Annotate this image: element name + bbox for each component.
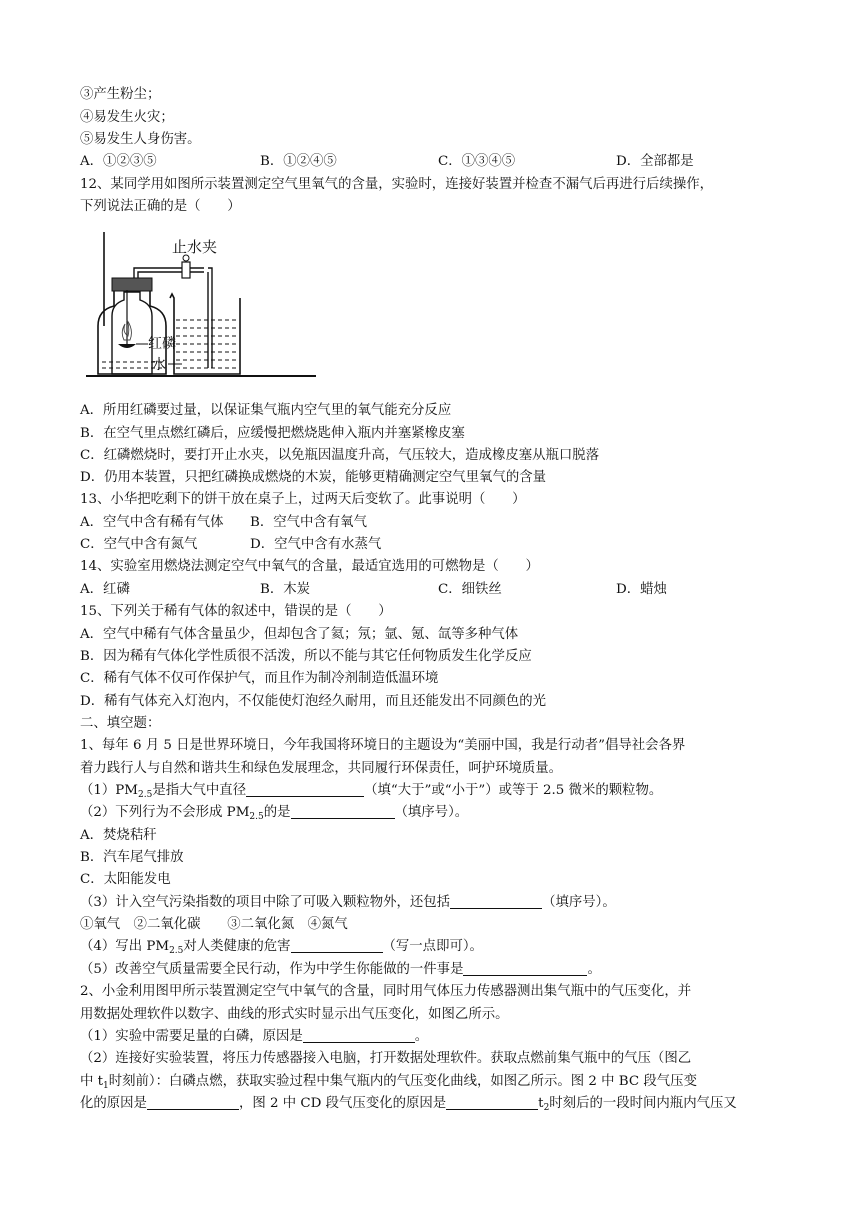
f1-part-4: （4）写出 $PM_{2.5}$对人类健康的危害 （写一点即可）。 [80, 939, 483, 956]
q13-option-d: D．空气中含有水蒸气 [250, 537, 382, 552]
q11-option-d: D．全部都是 [616, 154, 694, 169]
rubber-stopper [112, 278, 152, 291]
f1-choice-b: B．汽车尾气排放 [80, 850, 184, 865]
f2-part-1: （1）实验中需要足量的白磷，原因是 。 [80, 1029, 429, 1044]
f2-intro-1: 2、小金利用图甲所示装置测定空气中氧气的含量，同时用气体压力传感器测出集气瓶中的气压变化，并 [80, 984, 692, 999]
q14-stem: 14、实验室用燃烧法测定空气中氧气的含量，最适宜选用的可燃物是（ ） [80, 559, 539, 574]
q13-stem: 13、小华把吃剩下的饼干放在桌子上，过两天后变软了。此事说明（ ） [80, 492, 526, 507]
answer-blank[interactable] [291, 938, 383, 953]
f1-choice-c: C．太阳能发电 [80, 872, 171, 887]
q15-option-c: C．稀有气体不仅可作保护气，而且作为制冷剂制造低温环境 [80, 671, 439, 686]
q15-option-d: D．稀有气体充入灯泡内，不仅能使灯泡经久耐用，而且还能发出不同颜色的光 [80, 694, 547, 709]
answer-blank[interactable] [291, 804, 395, 819]
q12-stem-1: 12、某同学用如图所示装置测定空气里氧气的含量，实验时，连接好装置并检查不漏气后再进行后续操作， [80, 177, 714, 192]
apparatus-diagram [84, 228, 324, 384]
label-clamp: 止水夹 [172, 238, 218, 256]
q12-option-b: B．在空气里点燃红磷后，应缓慢把燃烧匙伸入瓶内并塞紧橡皮塞 [80, 426, 465, 441]
section-heading-fill-in: 二、填空题： [80, 716, 161, 731]
answer-blank[interactable] [446, 1095, 538, 1110]
q12-stem-2: 下列说法正确的是（ ） [80, 199, 241, 214]
f1-part-2: （2）下列行为不会形成 $PM_{2.5}$的是 （填序号）。 [80, 805, 469, 822]
f2-part-2-line-1: （2）连接好实验装置，将压力传感器接入电脑，打开数据处理软件。获取点燃前集气瓶中的气压（图乙 [80, 1051, 692, 1066]
q11-option-a: A．①②③⑤ [80, 154, 157, 169]
label-phosphorus: 红磷 [148, 336, 176, 352]
q15-stem: 15、下列关于稀有气体的叙述中，错误的是（ ） [80, 604, 392, 619]
q11-option-b: B．①②④⑤ [260, 154, 337, 169]
f1-part-5: （5）改善空气质量需要全民行动，作为中学生你能做的一件事是 。 [80, 962, 601, 977]
q12-option-a: A．所用红磷要过量，以保证集气瓶内空气里的氧气能充分反应 [80, 403, 452, 418]
answer-blank[interactable] [147, 1095, 239, 1110]
f1-part-3-items: ①氧气 ②二氧化碳 ③二氧化氮 ④氮气 [80, 917, 348, 932]
q11-item-4: ④易发生火灾； [80, 110, 174, 125]
q11-item-3: ③产生粉尘； [80, 87, 161, 102]
q14-option-d: D．蜡烛 [616, 582, 667, 597]
q14-option-a: A．红磷 [80, 582, 130, 597]
label-water: 水 [152, 357, 166, 373]
f2-intro-2: 用数据处理软件以数字、曲线的形式实时显示出气压变化，如图乙所示。 [80, 1007, 509, 1022]
f1-intro-1: 1、每年 6 月 5 日是世界环境日，今年我国将环境日的主题设为“美丽中国，我是行动者”倡导社会各界 [80, 738, 686, 753]
f1-part-3: （3）计入空气污染指数的项目中除了可吸入颗粒物外，还包括 （填序号）。 [80, 895, 616, 910]
water-clamp [182, 262, 190, 278]
f1-part-1: $(1)PM_{2.5}$是指大气中直径 （填“大于”或“小于”）或等于 2.5 微米的颗粒物。 [80, 783, 663, 800]
q15-option-b: B．因为稀有气体化学性质很不活泼，所以不能与其它任何物质发生化学反应 [80, 649, 532, 664]
f2-part-2-line-3: 化的原因是 ，图 2 中 CD 段气压变化的原因是 $t_2$时刻后的一段时间内瓶内气压又 [80, 1096, 737, 1113]
q14-option-b: B．木炭 [260, 582, 311, 597]
q13-option-a: A．空气中含有稀有气体 [80, 515, 224, 530]
q11-option-c: C．①③④⑤ [438, 154, 516, 169]
q13-option-c: C．空气中含有氮气 [80, 537, 198, 552]
answer-blank[interactable] [246, 782, 364, 797]
f1-choice-a: A．焚烧秸秆 [80, 828, 157, 843]
combustion-spoon [118, 344, 136, 348]
q13-option-b: B．空气中含有氧气 [250, 515, 367, 530]
q11-item-5: ⑤易发生人身伤害。 [80, 132, 201, 147]
q12-option-c: C．红磷燃烧时，要打开止水夹，以免瓶因温度升高，气压较大，造成橡皮塞从瓶口脱落 [80, 448, 600, 463]
answer-blank[interactable] [450, 894, 542, 909]
f2-part-2-line-2: 中 $t_1$时刻前）：白磷点燃，获取实验过程中集气瓶内的气压变化曲线，如图乙所示。图 2 中 BC 段气压变 [80, 1074, 697, 1091]
beaker [170, 294, 240, 374]
answer-blank[interactable] [463, 961, 587, 976]
f1-intro-2: 着力践行人与自然和谐共生和绿色发展理念，共同履行环保责任，呵护环境质量。 [80, 761, 563, 776]
q14-option-c: C．细铁丝 [438, 582, 502, 597]
answer-blank[interactable] [303, 1028, 415, 1043]
q12-option-d: D．仍用本装置，只把红磷换成燃烧的木炭，能够更精确测定空气里氧气的含量 [80, 470, 547, 485]
q15-option-a: A．空气中稀有气体含量虽少，但却包含了氦；氖；氩、氪、氙等多种气体 [80, 627, 519, 642]
